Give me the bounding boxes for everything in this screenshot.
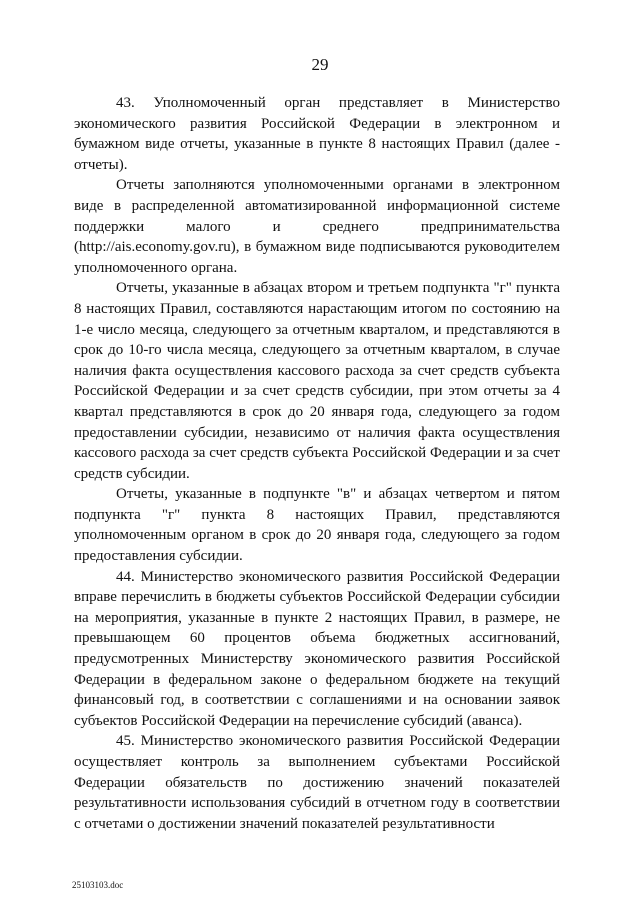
paragraph-43-reports-annual: Отчеты, указанные в подпункте "в" и абзацах четвертом и пятом подпункта "г" пункта 8 настоящих Правил, представляются уполномоченным органом в срок до 20 января года, следующего за годом предоставления субсидии. [74, 486, 560, 565]
page-number: 29 [311, 55, 329, 74]
paragraph-43-reports-filling: Отчеты заполняются уполномоченными органами в электронном виде в распределенной автоматизированной информационной системе поддержки малого и среднего предпринимательства (http://ais.economy.gov.ru), в бумажном виде подписываются руководителем уполномоченного органа. [74, 177, 560, 276]
paragraph-45: 45. Министерство экономического развития Российской Федерации осуществляет контроль за выполнением субъектами Российской Федерации обязательств по достижению значений показателей результативности использования субсидий в отчетном году в соответствии с отчетами о достижении значений показателей результативности [74, 733, 560, 832]
paragraph-43: 43. Уполномоченный орган представляет в Министерство экономического развития Российской Федерации в электронном и бумажном виде отчеты, указанные в пункте 8 настоящих Правил (далее - отчеты). [74, 95, 560, 173]
document-filename: 25103103.doc [72, 880, 124, 890]
paragraph-44: 44. Министерство экономического развития Российской Федерации вправе перечислить в бюджеты субъектов Российской Федерации субсидии на мероприятия, указанные в пункте 2 настоящих Правил, в размере, не превышающем 60 процентов объема бюджетных ассигнований, предусмотренных Министерству экономического развития Российской Федерации в федеральном законе о федеральном бюджете на текущий финансовый год, в соответствии с соглашениями и на основании заявок субъектов Российской Федерации на перечисление субсидий (аванса). [74, 568, 560, 729]
paragraph-43-reports-schedule: Отчеты, указанные в абзацах втором и третьем подпункта "г" пункта 8 настоящих Правил, составляются нарастающим итогом по состоянию на 1-е число месяца, следующего за отчетным кварталом, и представляются в срок до 10-го числа месяца, следующего за отчетным кварталом, в случае наличия факта осуществления кассового расхода за счет средств субъекта Российской Федерации и за счет средств субсидии, при этом отчеты за 4 квартал представляются в срок до 20 января года, следующего за годом предоставлении субсидии, независимо от наличия факта осуществления кассового расхода за счет средств субъекта Российской Федерации и за счет средств субсидии. [74, 280, 560, 482]
document-body [74, 93, 560, 834]
